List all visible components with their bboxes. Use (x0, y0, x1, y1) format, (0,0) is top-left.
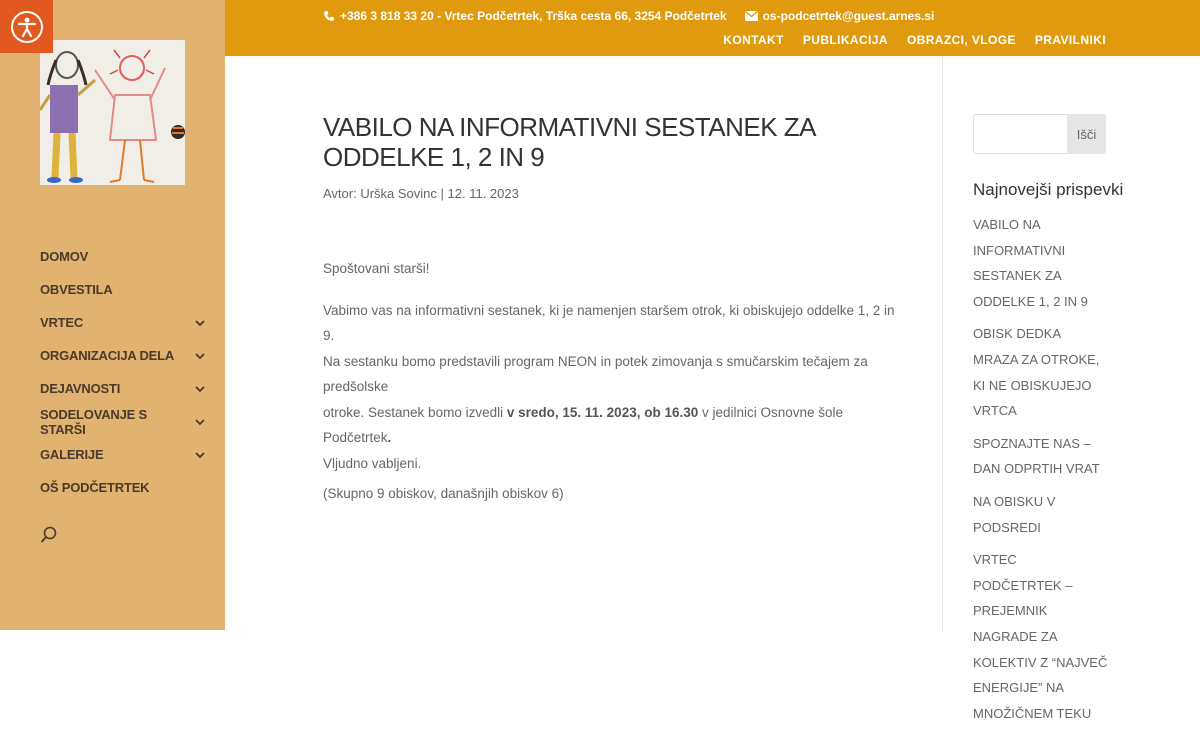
nav-item-domov[interactable] (40, 240, 210, 273)
body-line (323, 400, 903, 451)
phone-info[interactable] (323, 9, 727, 23)
text-segment: otroke. Sestanek bomo izvedli (323, 404, 507, 420)
meeting-date: v sredo, 15. 11. 2023, ob 16.30 (506, 404, 699, 420)
text-segment: . (387, 430, 392, 445)
article (323, 112, 903, 476)
main-nav (40, 240, 210, 504)
nav-item-dejavnosti[interactable] (40, 372, 210, 405)
secondary-menu (723, 33, 1106, 47)
nav-label: OŠ PODČETRTEK (40, 480, 150, 495)
search-button[interactable]: Išči (1067, 114, 1106, 154)
chevron-down-icon[interactable] (194, 350, 206, 362)
text-segment: v jedilnici Osnovne šole Podčetrtek (323, 404, 844, 445)
nav-item-galerije[interactable] (40, 438, 210, 471)
accessibility-icon (11, 11, 43, 43)
nav-item-vrtec[interactable] (40, 306, 210, 339)
nav-label: SODELOVANJE S STARŠI (40, 406, 147, 437)
right-search (973, 114, 1106, 154)
nav-label: VRTEC (40, 315, 84, 330)
post-meta: Avtor: Urška Sovinc | 12. 11. 2023 (323, 186, 519, 201)
child-drawing-logo (40, 40, 185, 185)
visit-counter: (Skupno 9 obiskov, današnjih obiskov 6) (323, 486, 564, 501)
greeting: Spoštovani starši! (323, 261, 430, 276)
recent-posts-list (973, 212, 1108, 733)
nav-label: DEJAVNOSTI (40, 381, 121, 396)
menu-item-publikacija[interactable]: PUBLIKACIJA (802, 33, 888, 47)
site-logo[interactable] (40, 40, 185, 185)
nav-label: ORGANIZACIJA DELA (40, 348, 175, 363)
email-text: os-podcetrtek@guest.arnes.si (762, 9, 935, 23)
recent-post-link[interactable]: SPOZNAJTE NAS – DAN ODPRTIH VRAT (973, 435, 1100, 477)
sidebar-search[interactable] (40, 526, 190, 548)
search-icon[interactable] (40, 526, 58, 544)
top-header (225, 0, 1200, 56)
body-line: Vljudno vabljeni. (323, 455, 422, 471)
search-input[interactable] (973, 114, 1067, 154)
chevron-down-icon[interactable] (194, 317, 206, 329)
menu-item-kontakt[interactable]: KONTAKT (723, 33, 784, 47)
chevron-down-icon[interactable] (194, 383, 206, 395)
post-content (323, 256, 903, 476)
accessibility-button[interactable] (0, 0, 53, 53)
nav-item-obvestila[interactable] (40, 273, 210, 306)
chevron-down-icon[interactable] (194, 416, 206, 428)
menu-item-obrazci-vloge[interactable]: OBRAZCI, VLOGE (906, 33, 1016, 47)
recent-post-link[interactable]: OBISK DEDKA MRAZA ZA OTROKE, KI NE OBISKUJEJO VRTCA (973, 326, 1100, 419)
contact-info (323, 9, 934, 23)
post-title: VABILO NA INFORMATIVNI SESTANEK ZA ODDELKE 1, 2 IN 9 (323, 112, 815, 172)
recent-post-link[interactable]: NA OBISKU V PODSREDI (973, 493, 1056, 535)
nav-item-organizacija-dela[interactable] (40, 339, 210, 372)
chevron-down-icon[interactable] (194, 449, 206, 461)
nav-label: GALERIJE (40, 447, 104, 462)
body-line: Vabimo vas na informativni sestanek, ki je namenjen staršem otrok, ki obiskujejo oddelke 1, 2 in 9. (323, 302, 895, 343)
recent-post-link[interactable]: VABILO NA INFORMATIVNI SESTANEK ZA ODDELKE 1, 2 IN 9 (973, 217, 1088, 309)
phone-icon (323, 10, 335, 22)
column-divider (942, 56, 943, 630)
post-body (323, 298, 903, 477)
body-line: Na sestanku bomo predstavili program NEON in potek zimovanja s smučarskim tečajem za predšolske (323, 353, 868, 394)
mail-icon (745, 11, 758, 21)
phone-text: +386 3 818 33 20 - Vrtec Podčetrtek, Trška cesta 66, 3254 Podčetrtek (340, 9, 727, 23)
recent-posts-title: Najnovejši prispevki (973, 180, 1124, 199)
nav-label: DOMOV (40, 249, 89, 264)
menu-item-pravilniki[interactable]: PRAVILNIKI (1034, 33, 1106, 47)
left-sidebar (0, 0, 225, 630)
nav-item-os-podcetrtek[interactable] (40, 471, 210, 504)
nav-label: OBVESTILA (40, 282, 113, 297)
email-info[interactable] (745, 9, 935, 23)
nav-item-sodelovanje-s-starsi[interactable] (40, 405, 210, 438)
recent-post-link[interactable]: VRTEC PODČETRTEK – PREJEMNIK NAGRADE ZA KOLEKTIV Z “NAJVEČ ENERGIJE” NA MNOŽIČNEM TEKU (973, 552, 1108, 721)
